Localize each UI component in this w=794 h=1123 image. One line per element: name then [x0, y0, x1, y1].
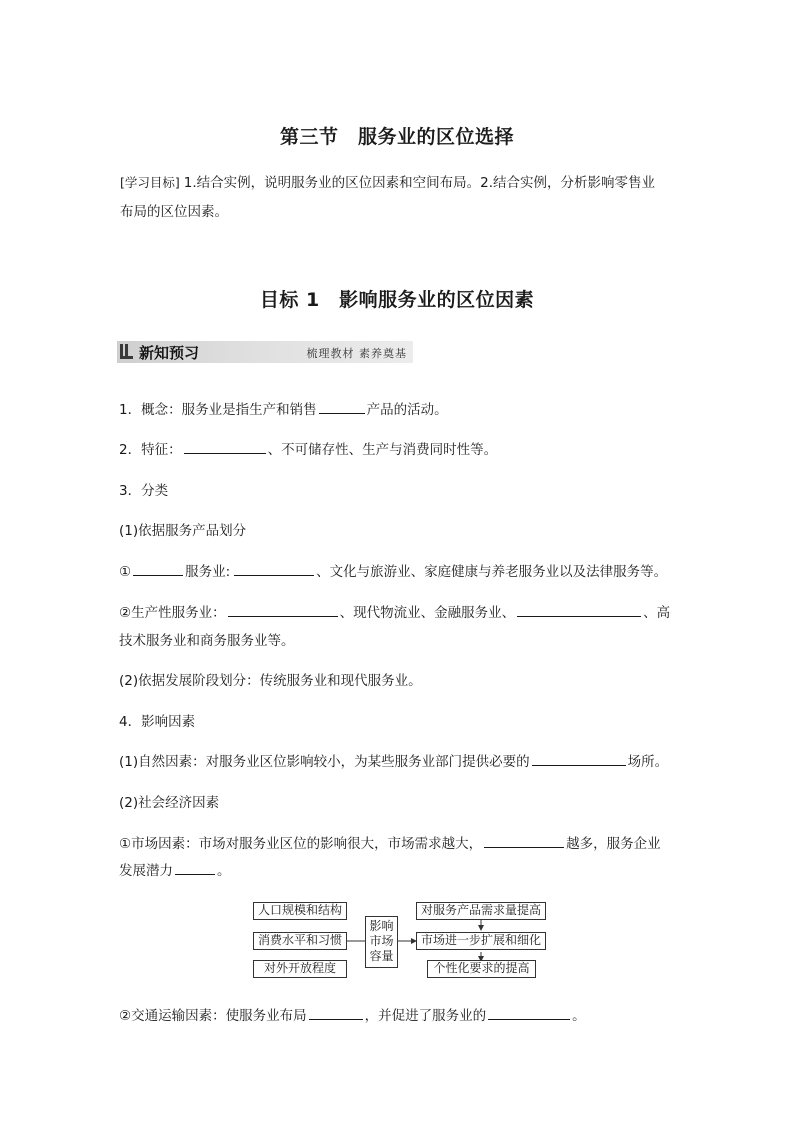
book-mark-icon	[120, 344, 133, 359]
answer-blank[interactable]	[228, 602, 338, 617]
goals-text-line2: 布局的区位因素。	[120, 204, 228, 220]
answer-blank[interactable]	[309, 1005, 363, 1020]
answer-blank[interactable]	[133, 561, 183, 576]
item-producer-service-cont: 技术服务业和商务服务业等。	[119, 633, 295, 649]
answer-blank[interactable]	[175, 860, 215, 875]
answer-blank[interactable]	[532, 751, 626, 766]
diagram-box-openness: 对外开放程度	[253, 960, 347, 978]
item-market-factor-cont: 发展潜力 。	[119, 859, 689, 879]
item-consumer-service: ① 服务业: 、文化与旅游业、家庭健康与养老服务业以及法律服务等。	[119, 560, 689, 580]
diagram-box-market-capacity: 影响 市场 容量	[365, 916, 398, 968]
item-socioeconomic: (2)社会经济因素	[119, 795, 220, 811]
diagram-box-population: 人口规模和结构	[253, 902, 347, 920]
item-producer-service: ②生产性服务业： 、现代物流业、金融服务业、 、高	[119, 601, 689, 621]
item-classify: 3．分类	[119, 483, 169, 499]
preview-banner	[117, 341, 413, 363]
answer-blank[interactable]	[184, 439, 266, 454]
learning-goals	[120, 168, 680, 227]
item-by-stage: (2)依据发展阶段划分：传统服务业和现代服务业。	[119, 673, 422, 689]
item-feature: 2．特征： 、不可储存性、生产与消费同时性等。	[119, 438, 689, 458]
answer-blank[interactable]	[319, 399, 365, 414]
item-market-factor: ①市场因素：市场对服务业区位的影响很大，市场需求越大， 越多，服务企业	[119, 832, 689, 852]
item-transport-factor: ②交通运输因素：使服务业布局 ，并促进了服务业的 。	[119, 1004, 689, 1024]
answer-blank[interactable]	[234, 561, 314, 576]
diagram-box-market-expand: 市场进一步扩展和细化	[416, 932, 546, 950]
section-title: 目标 1 影响服务业的区位因素	[259, 289, 535, 311]
goals-tag: [学习目标]	[120, 175, 180, 190]
item-factors: 4．影响因素	[119, 714, 196, 730]
diagram-box-consumption: 消费水平和习惯	[253, 932, 347, 950]
banner-subtitle: 梳理教材 素养奠基	[306, 347, 407, 360]
item-by-product: (1)依据服务产品划分	[119, 523, 247, 539]
page-title: 第三节 服务业的区位选择	[279, 126, 514, 148]
item-concept: 1．概念：服务业是指生产和销售 产品的活动。	[119, 398, 689, 418]
diagram-box-personalization: 个性化要求的提高	[427, 960, 536, 978]
diagram-box-demand-increase: 对服务产品需求量提高	[416, 902, 546, 920]
item-natural-factor: (1)自然因素：对服务业区位影响较小，为某些服务业部门提供必要的 场所。	[119, 750, 689, 770]
answer-blank[interactable]	[517, 602, 641, 617]
banner-title: 新知预习	[139, 344, 200, 362]
answer-blank[interactable]	[488, 1005, 570, 1020]
answer-blank[interactable]	[484, 833, 564, 848]
goals-text-line1: 1.结合实例，说明服务业的区位因素和空间布局。2.结合实例，分析影响零售业	[183, 175, 656, 191]
